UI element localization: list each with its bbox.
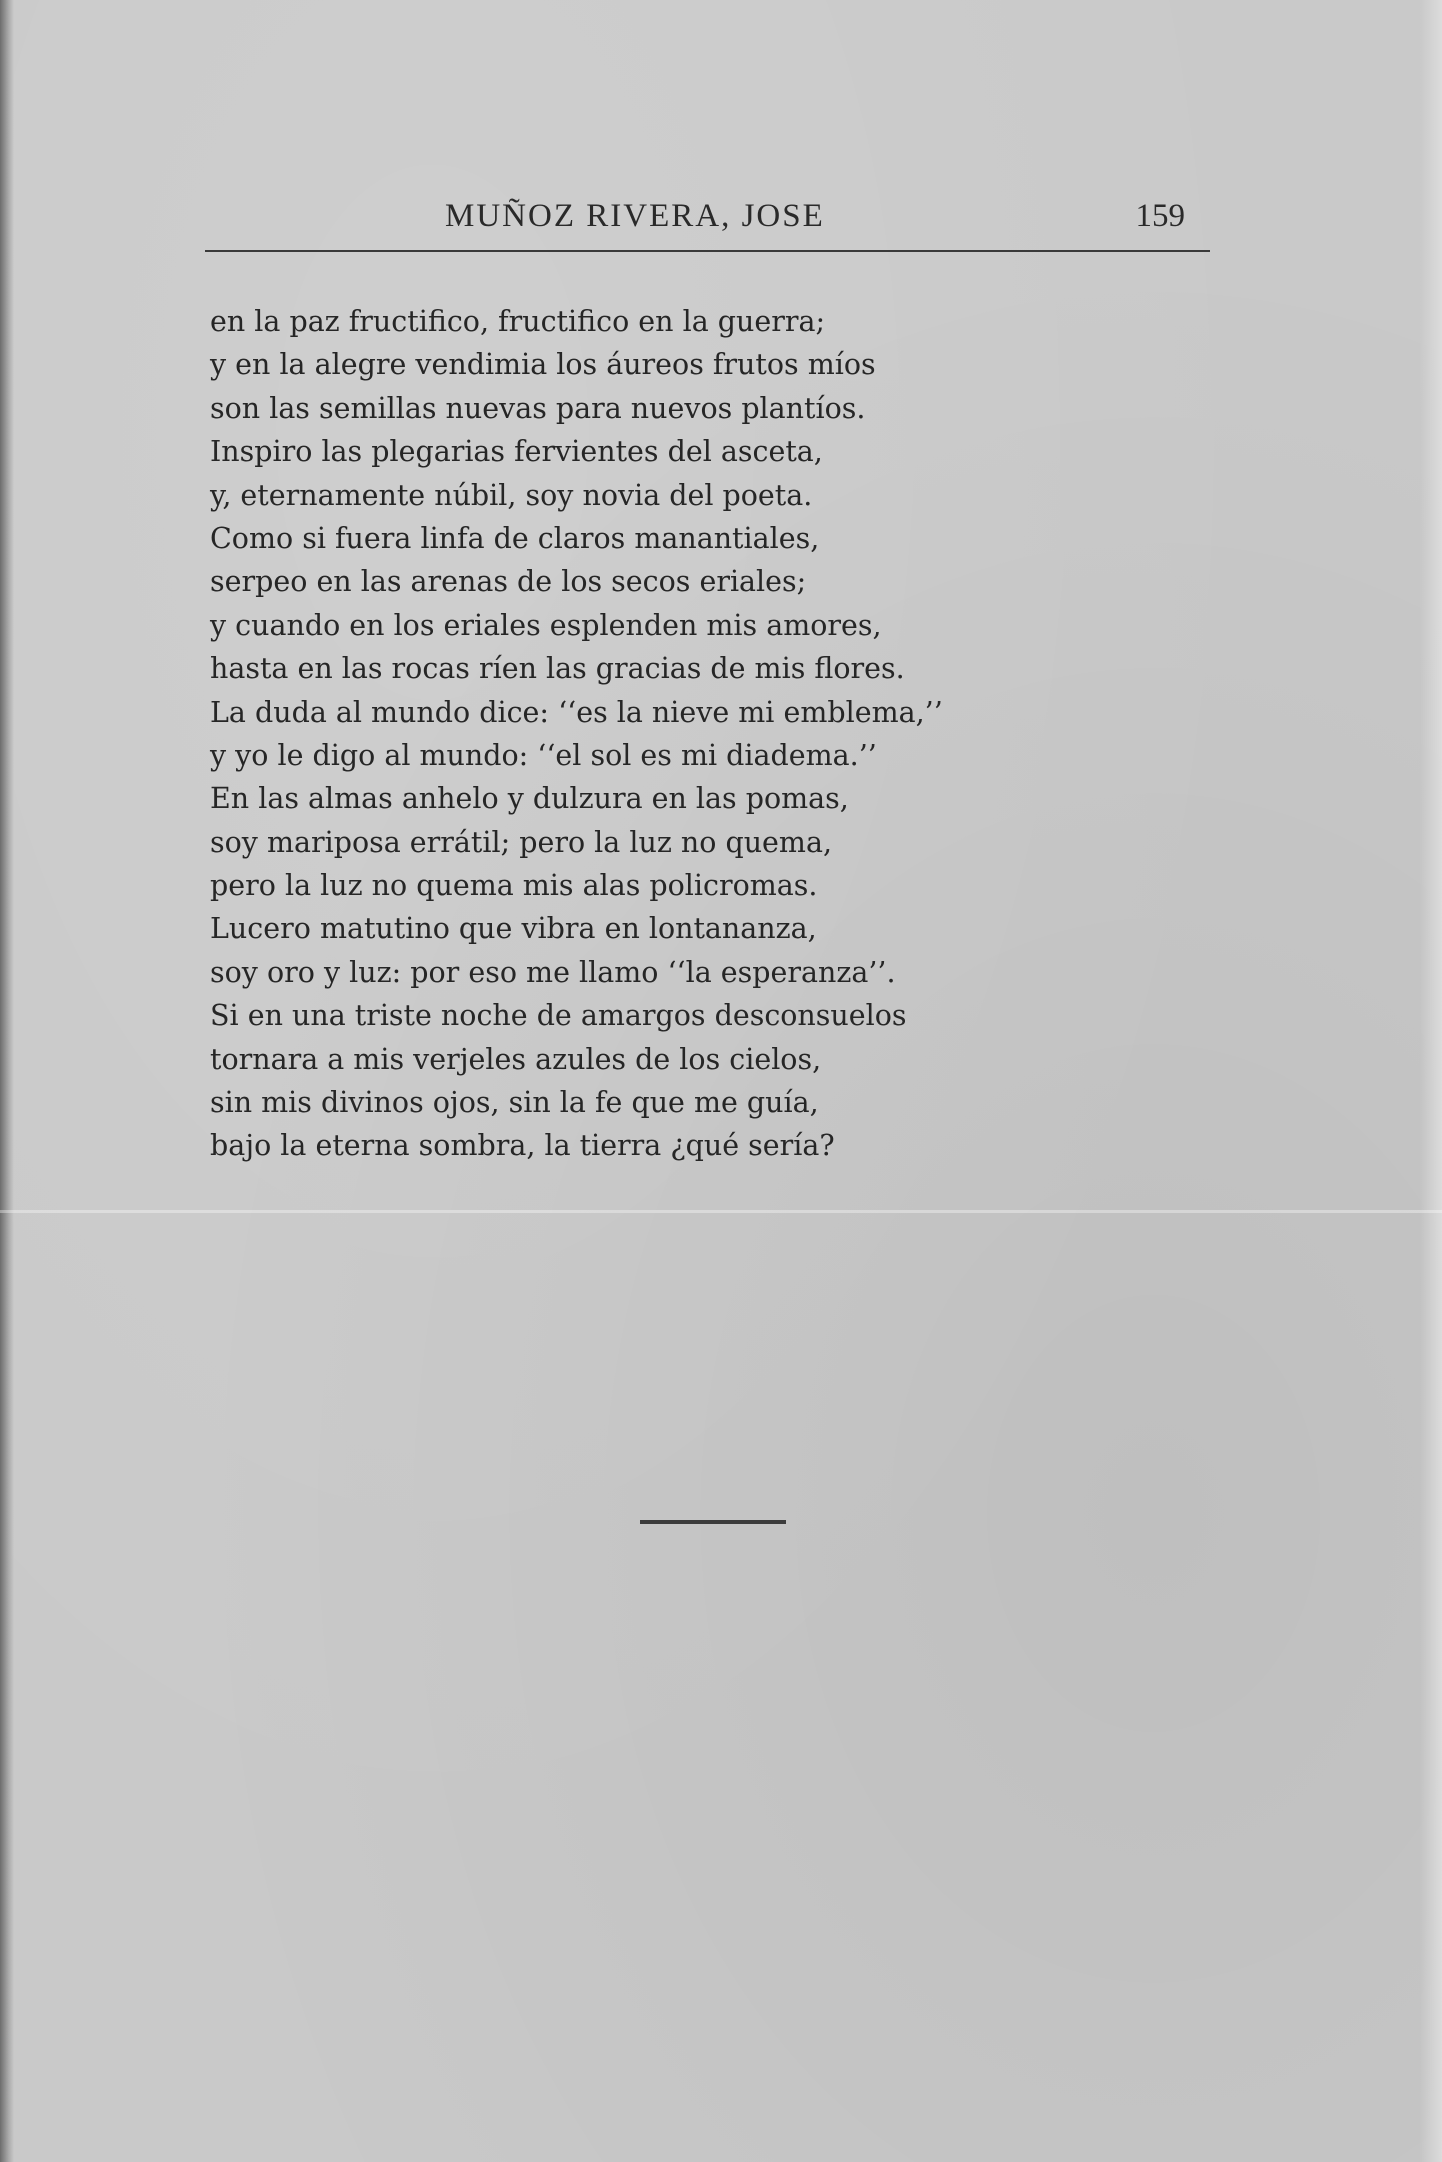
verse-line: sin mis divinos ojos, sin la fe que me guía, (210, 1086, 819, 1120)
page-number: 159 (1135, 198, 1185, 234)
paper-fold-line (0, 1210, 1442, 1213)
verse-line: hasta en las rocas ríen las gracias de mis flores. (210, 652, 905, 686)
header-rule (205, 250, 1210, 252)
verse-line: bajo la eterna sombra, la tierra ¿qué sería? (210, 1129, 835, 1163)
verse-line: En las almas anhelo y dulzura en las pomas, (210, 782, 849, 816)
page-header (205, 198, 1210, 252)
verse-line: pero la luz no quema mis alas policromas. (210, 869, 818, 903)
verse-line: Si en una triste noche de amargos desconsuelos (210, 999, 907, 1033)
verse-line: serpeo en las arenas de los secos eriales; (210, 565, 807, 599)
verse-line: y, eternamente núbil, soy novia del poeta. (210, 478, 813, 512)
verse-line: y yo le digo al mundo: ‘‘el sol es mi diadema.’’ (210, 738, 877, 772)
section-end-rule (640, 1520, 786, 1524)
page-edge-shadow (0, 0, 14, 2162)
verse-line: La duda al mundo dice: ‘‘es la nieve mi emblema,’’ (210, 695, 943, 729)
verse-line: Lucero matutino que vibra en lontananza, (210, 912, 817, 946)
verse-line: tornara a mis verjeles azules de los cielos, (210, 1042, 822, 1076)
verse-line: soy mariposa errátil; pero la luz no quema, (210, 825, 833, 859)
verse-line: en la paz fructifico, fructifico en la guerra; (210, 305, 826, 338)
verse-line: son las semillas nuevas para nuevos plantíos. (210, 391, 866, 425)
verse-line: y cuando en los eriales esplenden mis amores, (210, 608, 882, 642)
verse-line: Inspiro las plegarias fervientes del asceta, (210, 435, 823, 469)
verse-line: soy oro y luz: por eso me llamo ‘‘la esperanza’’. (210, 955, 896, 989)
page-edge-highlight (1420, 0, 1442, 2162)
verse-line: y en la alegre vendimia los áureos frutos míos (210, 348, 876, 382)
poem-text (210, 300, 1110, 1168)
running-head: MUÑOZ RIVERA, JOSE (445, 198, 825, 234)
verse-line: Como si fuera linfa de claros manantiales, (210, 521, 820, 555)
